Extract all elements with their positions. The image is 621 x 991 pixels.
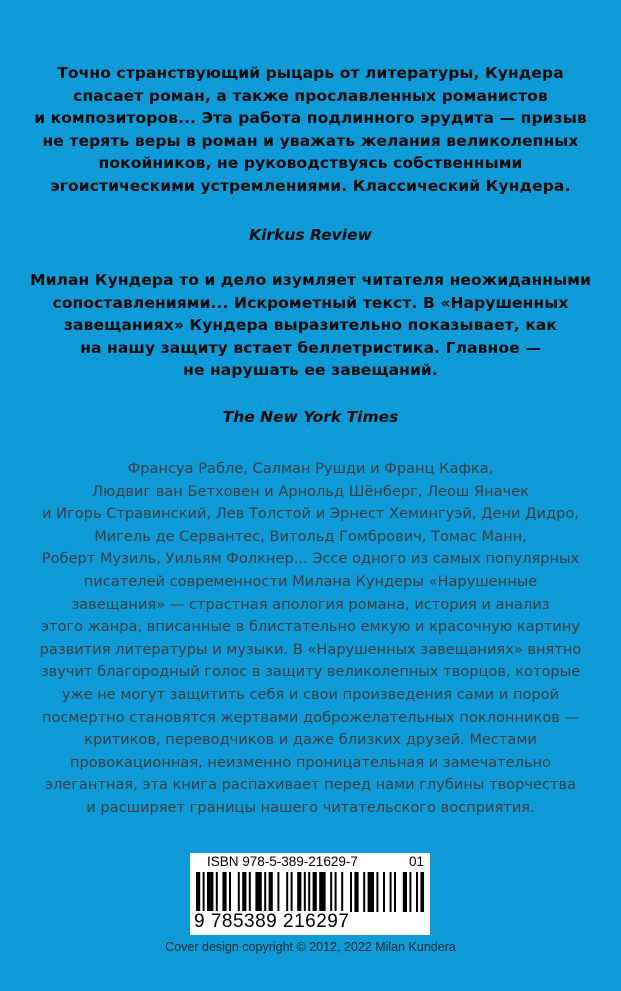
review-quote-nyt: [0, 269, 621, 382]
review-source-nyt: The New York Times: [222, 408, 399, 426]
barcode-bar: [330, 872, 332, 912]
annotation-line: уже не могут защитить себя и свои произведения сами и порой: [61, 685, 560, 703]
annotation-line: провокационная, неизменно проницательная и замечательно: [69, 753, 552, 771]
annotation-line: завещания» — страстная апология романа, история и анализ: [71, 595, 550, 613]
barcode-bar: [238, 872, 240, 912]
review-quote-kirkus: [0, 62, 621, 198]
barcode-bar: [249, 872, 251, 912]
book-annotation: [0, 458, 621, 820]
barcode-bar: [354, 872, 358, 912]
barcode-bar: [297, 872, 301, 912]
barcode-bar: [291, 872, 293, 912]
barcode-bar: [420, 872, 424, 912]
quote-line: Милан Кундера то и дело изумляет читателя неожиданными: [30, 271, 591, 289]
quote-line: эгоистическими устремлениями. Классический Кундера.: [50, 176, 571, 195]
issue-number: 01: [408, 854, 424, 869]
quote-line: не терять веры в роман и уважать желания великолепных: [42, 131, 579, 150]
annotation-line: Людвиг ван Бетховен и Арнольд Шёнберг, Леош Яначек: [91, 482, 529, 500]
barcode-bar: [363, 872, 365, 912]
annotation-line: Роберт Музиль, Уильям Фолкнер... Эссе одного из самых популярных: [41, 550, 580, 568]
barcode-bar: [286, 872, 288, 912]
barcode-bar: [255, 872, 261, 912]
quote-line: покойников, не руководствуясь собственными: [98, 154, 523, 173]
barcode-bar: [341, 872, 343, 912]
copyright-notice: Cover design copyright © 2012, 2022 Milan Kundera: [165, 940, 456, 954]
barcode-bar: [335, 872, 337, 912]
barcode-bar: [269, 872, 273, 912]
annotation-line: звучит благородный голос в защиту великолепных творцов, которые: [40, 663, 581, 681]
annotation-line: посмертно становятся жертвами доброжелательных поклонников —: [41, 708, 580, 726]
barcode-bar: [308, 872, 310, 912]
barcode-bar: [383, 872, 385, 912]
barcode-bar: [304, 872, 306, 912]
quote-line: Точно странствующий рыцарь от литературы, Кундера: [57, 64, 564, 82]
annotation-line: критиков, переводчиков и даже близких друзей. Местами: [84, 731, 537, 749]
quote-line: спасает роман, а также прославленных романистов: [73, 86, 548, 105]
barcode-bar: [229, 872, 231, 912]
annotation-line: Франсуа Рабле, Салман Рушди и Франц Кафка,: [127, 460, 494, 477]
barcode-bar: [207, 872, 213, 912]
quote-line: не нарушать ее завещаний.: [183, 361, 438, 380]
barcode-bar: [403, 872, 407, 912]
annotation-line: развития литературы и музыки. В «Нарушенных завещаниях» внятно: [39, 640, 582, 658]
annotation-line: Мигель де Сервантес, Витольд Гомбрович, Томас Манн,: [94, 527, 527, 545]
barcode-digits: 9 785389 216297: [194, 911, 350, 932]
annotation-line: и Игорь Стравинский, Лев Толстой и Эрнест Хемингуэй, Дени Дидро,: [42, 505, 579, 523]
annotation-line: этого жанра, вписанные в блистательно емкую и красочную картину: [40, 618, 580, 636]
barcode-bar: [277, 872, 279, 912]
quote-line: завещаниях» Кундера выразительно показывает, как: [63, 316, 558, 335]
barcode-bar: [264, 872, 266, 912]
review-source-kirkus: Kirkus Review: [249, 226, 372, 244]
barcode-bar: [416, 872, 418, 912]
barcode-bar: [242, 872, 246, 912]
annotation-line: и расширяет границы нашего читательского восприятия.: [86, 798, 535, 816]
barcode-bar: [376, 872, 378, 912]
barcode-bar: [394, 872, 396, 912]
barcode-bar: [368, 872, 374, 912]
barcode-bar: [222, 872, 226, 912]
annotation-line: писателей современности Милана Кундеры «Нарушенные: [83, 572, 538, 590]
quote-line: и композиторов... Эта работа подлинного эрудита — призыв: [34, 109, 587, 128]
quote-line: на нашу защиту встает беллетристика. Главное —: [80, 338, 541, 357]
barcode-bar: [350, 872, 352, 912]
quote-line: сопоставлениями... Искрометный текст. В «Нарушенных: [52, 293, 569, 312]
barcode-bar: [216, 872, 218, 912]
annotation-line: элегантная, эта книга распахивает перед нами глубины творчества: [44, 776, 577, 794]
barcode-bar: [409, 872, 411, 912]
isbn-barcode: [190, 853, 430, 935]
barcode-bar: [390, 872, 392, 912]
isbn-label: ISBN 978-5-389-21629-7: [207, 854, 358, 869]
